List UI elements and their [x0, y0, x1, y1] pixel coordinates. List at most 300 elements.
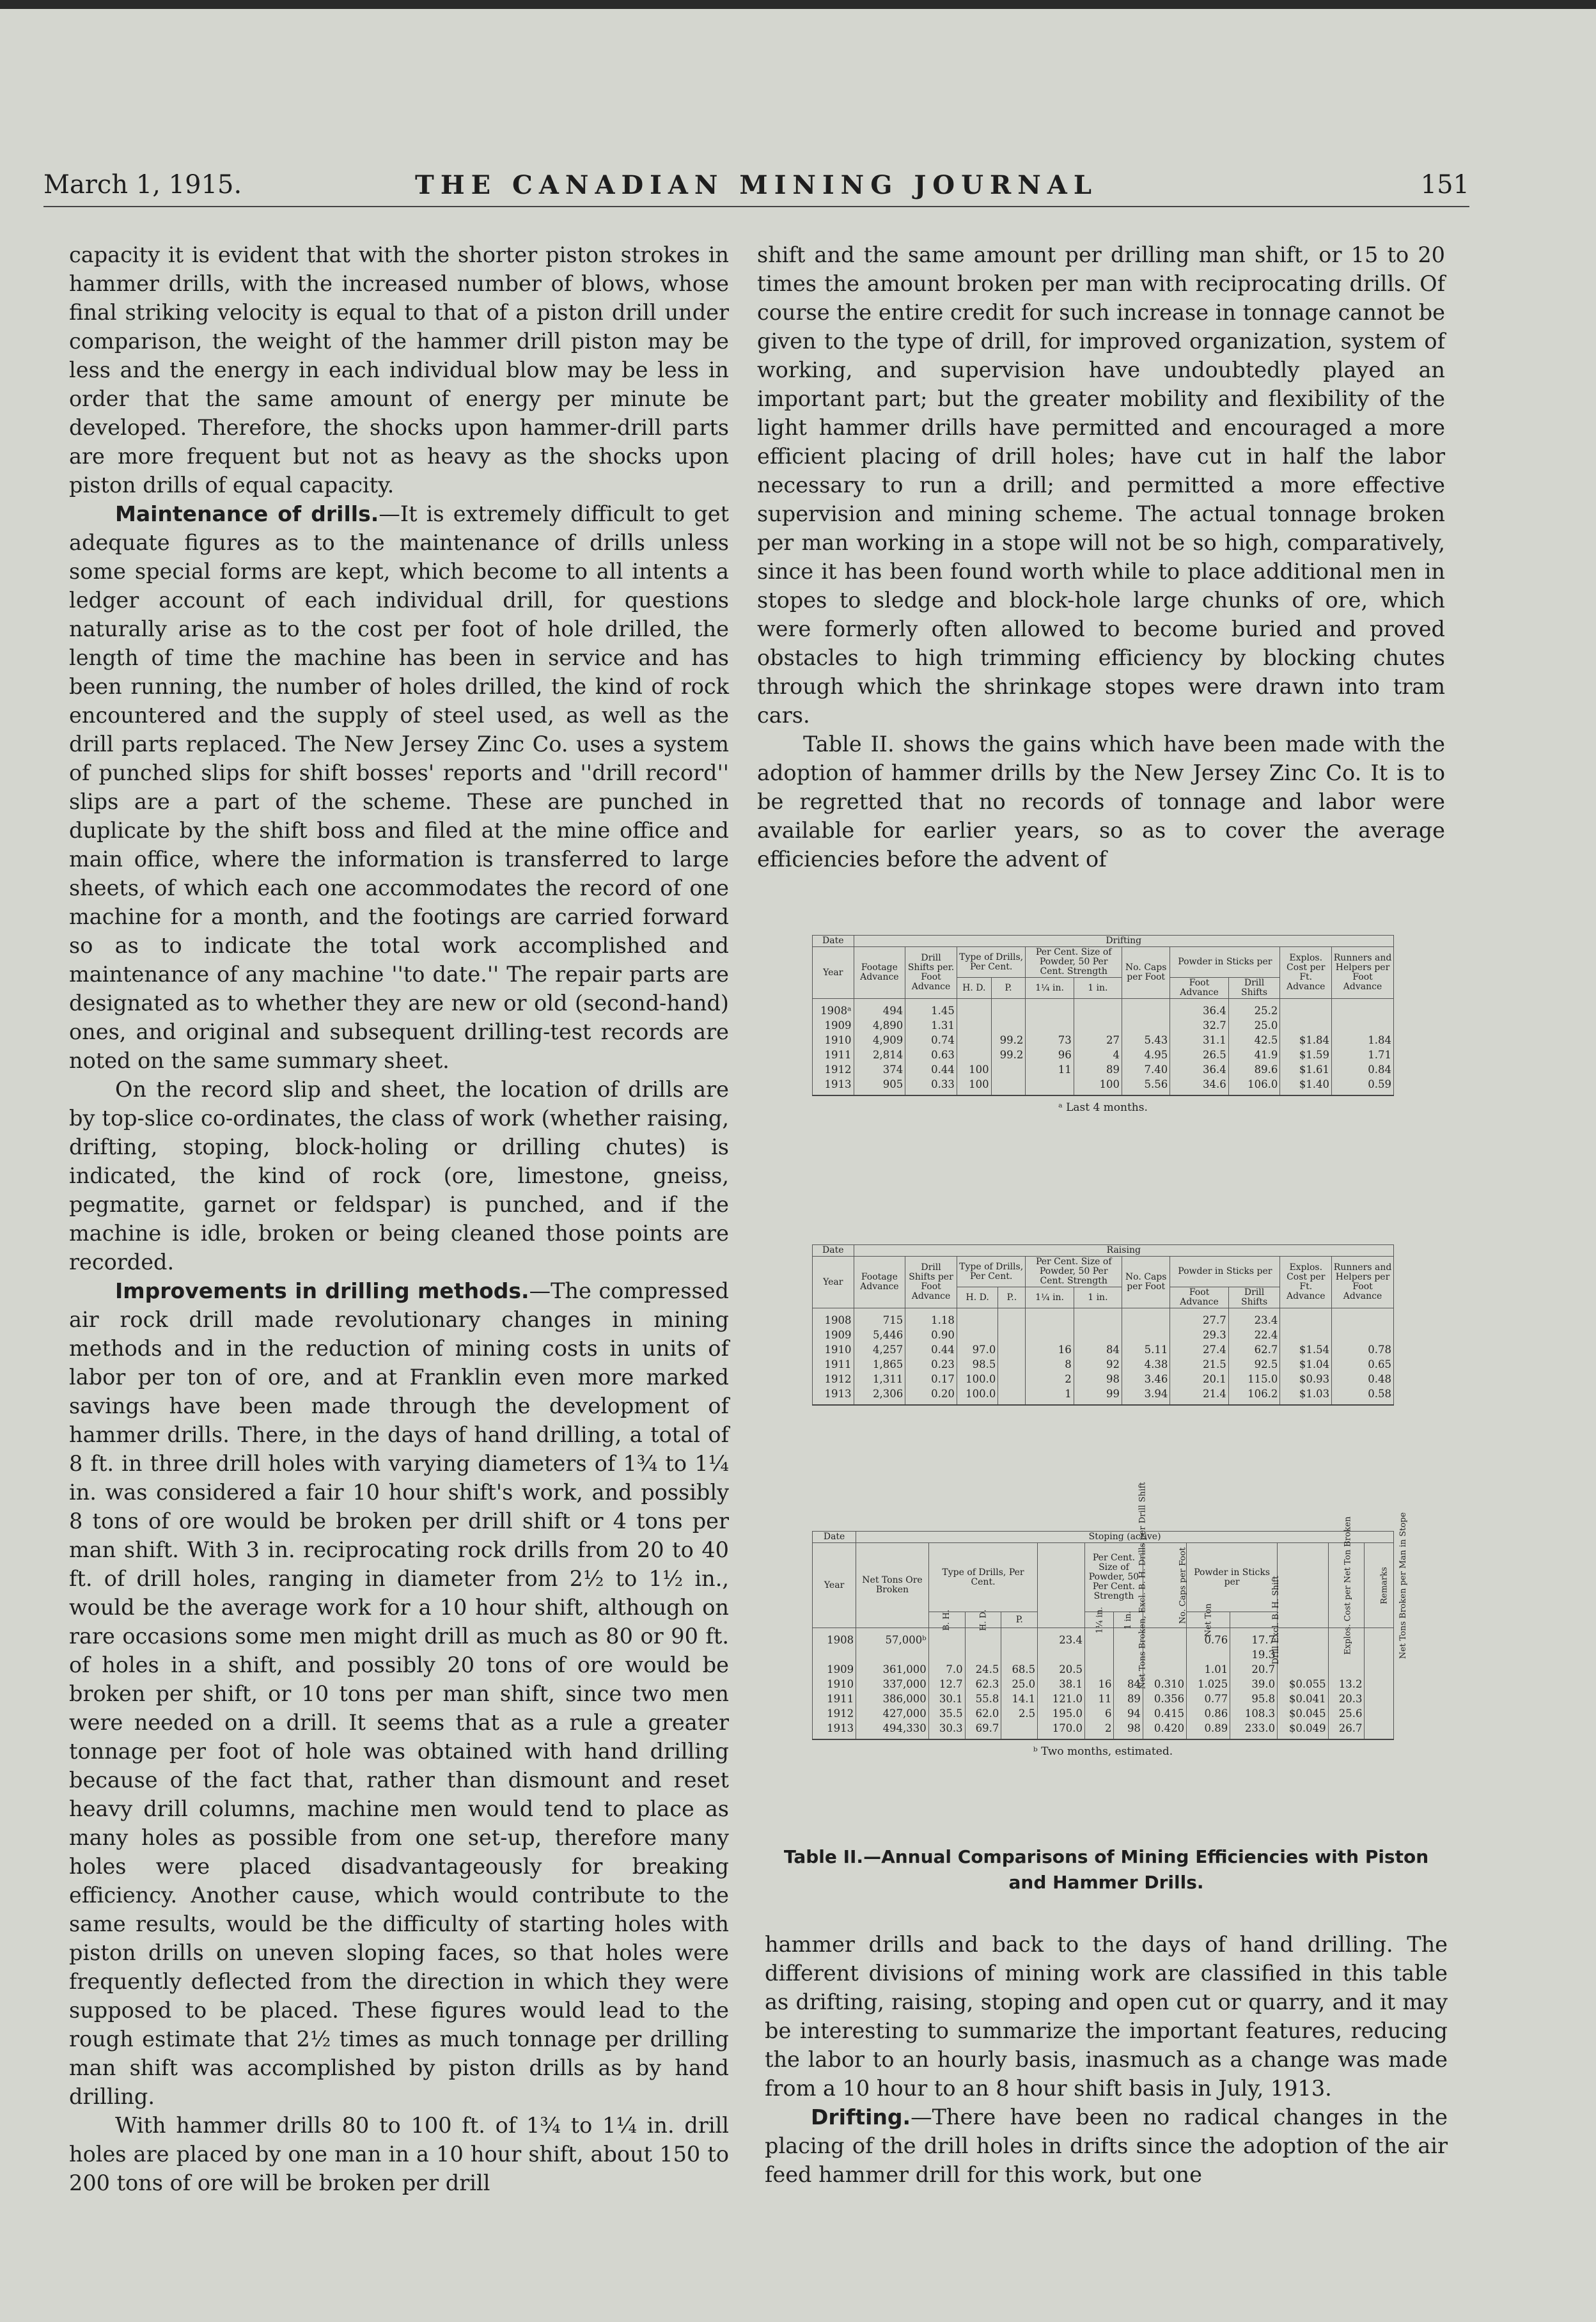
table-cell: 4,890	[854, 1018, 905, 1033]
table-cell: 16	[1085, 1677, 1114, 1691]
table-header-cell: Year	[813, 947, 854, 999]
table-cell	[1280, 999, 1332, 1019]
paragraph: hammer drills and back to the days of hand drilling. The different divisions of mining work are classified in this table as drifting, raising, stoping and open cut or quarry, and it may be interesting to summarize the important features, reducing the labor to an hourly basis, inasmuch as a change was made from a 10 hour to an 8 hour shift basis in July, 1913.	[765, 1932, 1448, 2101]
table-cell	[965, 1647, 1001, 1662]
table-row	[813, 1386, 1394, 1405]
table-cell: 4,257	[854, 1342, 905, 1357]
table-cell: 95.8	[1230, 1691, 1278, 1706]
table-cell: 0.59	[1332, 1077, 1394, 1095]
table-cell: 68.5	[1001, 1662, 1038, 1677]
table-cell: 29.3	[1170, 1328, 1228, 1342]
table-cell	[957, 1328, 998, 1342]
table-cell: 20.7	[1230, 1662, 1278, 1677]
page-number: 151	[1420, 170, 1469, 200]
table-cell	[1085, 1647, 1114, 1662]
table-header-cell: Remarks	[1365, 1543, 1394, 1628]
table-header-cell: Drill Shifts	[1228, 1287, 1280, 1308]
table-cell: 2,306	[854, 1386, 905, 1405]
table-cell	[957, 999, 991, 1019]
table-cell	[1365, 1662, 1394, 1677]
table-cell: 233.0	[1230, 1721, 1278, 1739]
table-cell: $1.04	[1280, 1357, 1332, 1372]
table-cell: 6	[1085, 1706, 1114, 1721]
table-cell: 1908ᵃ	[813, 999, 854, 1019]
table-cell	[1026, 1077, 1074, 1095]
table-cell: 0.89	[1187, 1721, 1230, 1739]
table-cell	[1074, 1018, 1122, 1033]
table-cell: 1908	[813, 1628, 856, 1648]
table-cell: 100	[957, 1062, 991, 1077]
table-header-cell: Foot Advance	[1170, 1287, 1228, 1308]
table-cell: 5,446	[854, 1328, 905, 1342]
table-row	[813, 1691, 1394, 1706]
table-cell: 92	[1074, 1357, 1122, 1372]
table-cell: 16	[1026, 1342, 1074, 1357]
table-cell: 1,865	[854, 1357, 905, 1372]
table-header-cell: Year	[813, 1543, 856, 1628]
table-cell: 12.7	[928, 1677, 965, 1691]
right-column-continued	[765, 1930, 1448, 2189]
table-cell: 23.4	[1228, 1308, 1280, 1328]
table-header-cell: Per Cent. Size of Powder, 50 Per Cent. Strength	[1026, 947, 1122, 978]
table-cell: 25.2	[1228, 999, 1280, 1019]
table-cell	[1365, 1721, 1394, 1739]
table-cell	[1038, 1647, 1085, 1662]
table-cell: 0.65	[1332, 1357, 1394, 1372]
table-row	[813, 1721, 1394, 1739]
table-cell: 0.84	[1332, 1062, 1394, 1077]
table-cell: 0.44	[905, 1342, 957, 1357]
table-cell: 0.63	[905, 1047, 957, 1062]
table-drifting	[812, 935, 1394, 1114]
paragraph: Table II. shows the gains which have been made with the adoption of hammer drills by the New Jersey Zinc Co. It is to be regretted that no records of tonnage and labor were available for earlier years, so as to cover the average efficiencies before the advent of	[757, 732, 1445, 872]
table-cell: 0.78	[1332, 1342, 1394, 1357]
table-cell: 0.48	[1332, 1372, 1394, 1386]
table-cell	[957, 1033, 991, 1047]
table-cell: 3.46	[1122, 1372, 1170, 1386]
table-cell	[1074, 999, 1122, 1019]
table-cell	[1026, 999, 1074, 1019]
table-cell: 0.90	[905, 1328, 957, 1342]
table-cell: 0.74	[905, 1033, 957, 1047]
table-cell	[1278, 1628, 1329, 1648]
table-row	[813, 1372, 1394, 1386]
table-cell	[1143, 1647, 1186, 1662]
table-cell: 26.5	[1170, 1047, 1228, 1062]
table-cell: 34.6	[1170, 1077, 1228, 1095]
table-row	[813, 1357, 1394, 1372]
table-header-cell: P..	[998, 1287, 1026, 1308]
table-cell: 4,909	[854, 1033, 905, 1047]
table-cell	[998, 1308, 1026, 1328]
table-cell: 98.5	[957, 1357, 998, 1372]
section-heading: Drifting.	[811, 2105, 911, 2130]
table-cell: 55.8	[965, 1691, 1001, 1706]
paragraph: With hammer drills 80 to 100 ft. of 1¾ to 1¼ in. drill holes are placed by one man in a 10 hour shift, about 150 to 200 tons of ore will be broken per drill	[69, 2113, 729, 2195]
table-cell: 20.3	[1328, 1691, 1365, 1706]
table-header-cell: Stoping (active)	[856, 1532, 1394, 1543]
table-cell	[1328, 1662, 1365, 1677]
table-header-cell: Date	[813, 1245, 854, 1257]
table-cell: 386,000	[856, 1691, 929, 1706]
table-cell	[1122, 999, 1170, 1019]
table-header-cell: 1¼ in.	[1026, 978, 1074, 999]
issue-date: March 1, 1915.	[43, 170, 242, 200]
table-cell	[991, 999, 1026, 1019]
right-column	[757, 240, 1445, 874]
table-cell: $1.84	[1280, 1033, 1332, 1047]
table-cell	[991, 1062, 1026, 1077]
table-header-cell: P.	[991, 978, 1026, 999]
table-cell: 0.17	[905, 1372, 957, 1386]
table-header-cell: Drifting	[854, 936, 1393, 947]
table-header-cell: Runners and Helpers per Foot Advance	[1332, 1257, 1394, 1308]
table-cell: 427,000	[856, 1706, 929, 1721]
table-cell: 494	[854, 999, 905, 1019]
table-header-cell: Drill Excl. B. H. Shift	[1230, 1612, 1278, 1628]
table-header-cell: Foot Advance	[1170, 978, 1228, 999]
table-cell: 36.4	[1170, 999, 1228, 1019]
table-cell: 1.71	[1332, 1047, 1394, 1062]
table-cell: 337,000	[856, 1677, 929, 1691]
table-cell: 26.7	[1328, 1721, 1365, 1739]
table-cell: 1913	[813, 1077, 854, 1095]
table-footnote: ᵃ Last 4 months.	[1058, 1101, 1148, 1114]
table-cell	[1187, 1647, 1230, 1662]
table-header-cell: Drill Shifts per. Foot Advance	[905, 947, 957, 999]
table-header-cell: 1 in.	[1074, 1287, 1122, 1308]
table-cell: 20.1	[1170, 1372, 1228, 1386]
table-header-cell: H. D.	[965, 1612, 1001, 1628]
table-header-cell: Type of Drills, Per Cent.	[928, 1543, 1037, 1612]
table-cell: 99	[1074, 1386, 1122, 1405]
table-cell: $0.049	[1278, 1721, 1329, 1739]
table-header-cell: Type of Drills, Per Cent.	[957, 947, 1026, 978]
table-cell: 100.0	[957, 1372, 998, 1386]
table-cell: 1.45	[905, 999, 957, 1019]
table-cell: $1.61	[1280, 1062, 1332, 1077]
table-cell: 1909	[813, 1662, 856, 1677]
table-row	[813, 999, 1394, 1019]
table-header-cell: Explos. Cost per Ft. Advance	[1280, 947, 1332, 999]
table-cell: 7.0	[928, 1662, 965, 1677]
table-cell	[1365, 1677, 1394, 1691]
table-cell: 1912	[813, 1372, 854, 1386]
table-cell	[957, 1047, 991, 1062]
table-row	[813, 1077, 1394, 1095]
table-cell: 1.025	[1187, 1677, 1230, 1691]
table-cell: 1.18	[905, 1308, 957, 1328]
table-cell: 374	[854, 1062, 905, 1077]
table-cell: 84	[1074, 1342, 1122, 1357]
table-cell: 94	[1114, 1706, 1143, 1721]
table-cell: 13.2	[1328, 1677, 1365, 1691]
table-cell: 2	[1085, 1721, 1114, 1739]
journal-title: THE CANADIAN MINING JOURNAL	[415, 170, 1098, 200]
section-heading: Maintenance of drills.	[115, 501, 379, 526]
table-cell: 1.31	[905, 1018, 957, 1033]
table-header-cell: B. H.	[928, 1612, 965, 1628]
left-column	[69, 240, 729, 2197]
table-cell: 35.5	[928, 1706, 965, 1721]
table-cell	[1332, 1328, 1394, 1342]
table-row	[813, 1677, 1394, 1691]
table-cell: 715	[854, 1308, 905, 1328]
table-cell: 4.95	[1122, 1047, 1170, 1062]
table-row	[813, 1047, 1394, 1062]
table-header-cell: 1¼ in.	[1085, 1612, 1114, 1628]
table-cell: 100	[957, 1077, 991, 1095]
table-header-cell: Powder in Sticks per	[1170, 1257, 1280, 1287]
table-cell	[1122, 1328, 1170, 1342]
table-cell: 89.6	[1228, 1062, 1280, 1077]
table-header-cell: Type of Drills, Per Cent.	[957, 1257, 1026, 1287]
table-cell: 0.23	[905, 1357, 957, 1372]
table-cell	[998, 1386, 1026, 1405]
table-cell: 25.0	[1001, 1677, 1038, 1691]
table-row	[813, 1308, 1394, 1328]
section-heading: Improvements in drilling methods.	[115, 1278, 529, 1303]
table-cell: 1.01	[1187, 1662, 1230, 1677]
table-cell: 100	[1074, 1077, 1122, 1095]
table-cell	[991, 1018, 1026, 1033]
table-cell: 170.0	[1038, 1721, 1085, 1739]
table-cell: 5.11	[1122, 1342, 1170, 1357]
table-cell: 20.5	[1038, 1662, 1085, 1677]
table-cell	[1365, 1647, 1394, 1662]
table-cell	[957, 1018, 991, 1033]
table-cell: 106.2	[1228, 1386, 1280, 1405]
table-cell: 62.3	[965, 1677, 1001, 1691]
table-cell: 84	[1114, 1677, 1143, 1691]
table-cell: $0.041	[1278, 1691, 1329, 1706]
table-footnote: ᵇ Two months, estimated.	[1033, 1745, 1173, 1758]
table-cell: 121.0	[1038, 1691, 1085, 1706]
table-cell	[957, 1308, 998, 1328]
table-cell: 1912	[813, 1062, 854, 1077]
table-cell: 30.3	[928, 1721, 965, 1739]
table-cell: $1.03	[1280, 1386, 1332, 1405]
table-cell: 36.4	[1170, 1062, 1228, 1077]
table-cell: 195.0	[1038, 1706, 1085, 1721]
table-cell: 11	[1085, 1691, 1114, 1706]
table-cell	[1143, 1628, 1186, 1648]
table-cell: 62.7	[1228, 1342, 1280, 1357]
table-cell	[1278, 1662, 1329, 1677]
table-cell: 1910	[813, 1033, 854, 1047]
table-cell: 1911	[813, 1357, 854, 1372]
table-cell: 1913	[813, 1386, 854, 1405]
table-cell	[1280, 1328, 1332, 1342]
table-header-cell: Drill Shifts	[1228, 978, 1280, 999]
table-cell	[856, 1647, 929, 1662]
table-cell: $1.59	[1280, 1047, 1332, 1062]
table-header-cell: Explos. Cost per Net Ton Broken	[1278, 1543, 1329, 1628]
table-cell	[998, 1328, 1026, 1342]
table-cell	[1122, 1308, 1170, 1328]
table-header-cell: 1 in.	[1114, 1612, 1143, 1628]
paragraph: capacity it is evident that with the shorter piston strokes in hammer drills, with the increased number of blows, whose final striking velocity is equal to that of a piston drill under comparison, the weight of the hammer drill piston may be less and the energy in each individual blow may be less in order that the same amount of energy per minute be developed. Therefore, the shocks upon hammer-drill parts are more frequent but not as heavy as the shocks upon piston drills of equal capacity.	[69, 242, 729, 498]
table-cell: 0.86	[1187, 1706, 1230, 1721]
table-cell	[928, 1647, 965, 1662]
table-header-cell: No. Caps per Foot	[1122, 1257, 1170, 1308]
table-cell	[813, 1647, 856, 1662]
table-cell: 97.0	[957, 1342, 998, 1357]
table-cell: 25.0	[1228, 1018, 1280, 1033]
table-cell: 39.0	[1230, 1677, 1278, 1691]
table-cell	[998, 1357, 1026, 1372]
table-cell: 1911	[813, 1691, 856, 1706]
table-cell: 108.3	[1230, 1706, 1278, 1721]
table-cell: 2	[1026, 1372, 1074, 1386]
table-cell: 19.3	[1230, 1647, 1278, 1662]
table-header-cell: Per Cent. Size of Powder, 50 Per Cent. Strength	[1085, 1543, 1143, 1612]
table-cell: 30.1	[928, 1691, 965, 1706]
table-header-cell: Year	[813, 1257, 854, 1308]
table-cell: 7.40	[1122, 1062, 1170, 1077]
table-cell: 1909	[813, 1018, 854, 1033]
table-header-cell: Powder in Sticks per	[1187, 1543, 1278, 1612]
table-row	[813, 1706, 1394, 1721]
table-cell: $1.40	[1280, 1077, 1332, 1095]
table-cell	[1026, 1328, 1074, 1342]
table-cell: 17.7	[1230, 1628, 1278, 1648]
table-cell: 1913	[813, 1721, 856, 1739]
table-cell: 89	[1114, 1691, 1143, 1706]
table-cell: 0.356	[1143, 1691, 1186, 1706]
table-cell: 0.76	[1187, 1628, 1230, 1648]
table-header-cell: P.	[1001, 1612, 1038, 1628]
table-cell	[1001, 1647, 1038, 1662]
table-cell: 38.1	[1038, 1677, 1085, 1691]
table-cell: 1908	[813, 1308, 854, 1328]
table-cell: 21.5	[1170, 1357, 1228, 1372]
table-cell: $1.54	[1280, 1342, 1332, 1357]
table-cell: 22.4	[1228, 1328, 1280, 1342]
table-cell	[1332, 999, 1394, 1019]
table-header-cell: H. D.	[957, 978, 991, 999]
table-cell: 42.5	[1228, 1033, 1280, 1047]
table-row	[813, 1018, 1394, 1033]
table-cell: 0.20	[905, 1386, 957, 1405]
table-cell: 24.5	[965, 1662, 1001, 1677]
table-cell	[1001, 1628, 1038, 1648]
table-row	[813, 1033, 1394, 1047]
paragraph: Drifting.—There have been no radical changes in the placing of the drill holes in drifts since the adoption of the air feed hammer drill for this work, but one	[765, 2105, 1448, 2187]
table-cell	[1074, 1328, 1122, 1342]
table-cell: $0.045	[1278, 1706, 1329, 1721]
table-header-cell: Net Tons Broken per Man in Stope	[1328, 1543, 1365, 1628]
table-cell: 41.9	[1228, 1047, 1280, 1062]
table-header-cell: Footage Advance	[854, 1257, 905, 1308]
table-cell: 5.43	[1122, 1033, 1170, 1047]
table-header-cell: H. D.	[957, 1287, 998, 1308]
table-row	[813, 1662, 1394, 1677]
table-cell: 1911	[813, 1047, 854, 1062]
table-cell: 2,814	[854, 1047, 905, 1062]
table-cell: 31.1	[1170, 1033, 1228, 1047]
paragraph: Improvements in drilling methods.—The compressed air rock drill made revolutionary changes in mining methods and in the reduction of mining costs in units of labor per ton of ore, and at Franklin even more marked savings have been made through the development of hammer drills. There, in the days of hand drilling, a total of 8 ft. in three drill holes with varying diameters of 1¾ to 1¼ in. was considered a fair 10 hour shift's work, and possibly 8 tons of ore would be broken per drill shift or 4 tons per man shift. With 3 in. reciprocating rock drills from 20 to 40 ft. of drill holes, ranging in diameter from 2½ to 1½ in., would be the average work for a 10 hour shift, although on rare occasions some men might drill as much as 80 or 90 ft. of holes in a shift, and possibly 20 tons of ore would be broken per shift, or 10 tons per man shift, since two men were needed on a drill. It seems that as a rule a greater tonnage per foot of hole was obtained with hand drilling because of the fact that, rather than dismount and reset heavy drill columns, machine men would tend to place as many holes as possible from one set-up, therefore many holes were placed disadvantageously for breaking efficiency. Another cause, which would contribute to the same results, would be the difficulty of starting holes with piston drills on uneven sloping faces, so that holes were frequently deflected from the direction in which they were supposed to be placed. These figures would lead to the rough estimate that 2½ times as much tonnage per drilling man shift was accomplished by piston drills as by hand drilling.	[69, 1278, 729, 2109]
table-cell: 27.4	[1170, 1342, 1228, 1357]
table-cell: 100.0	[957, 1386, 998, 1405]
table-cell: 5.56	[1122, 1077, 1170, 1095]
table-row	[813, 1062, 1394, 1077]
page-header	[43, 168, 1469, 207]
table-cell: 96	[1026, 1047, 1074, 1062]
table-row	[813, 1647, 1394, 1662]
paragraph: shift and the same amount per drilling man shift, or 15 to 20 times the amount broken per man with reciprocating drills. Of course the entire credit for such increase in tonnage cannot be given to the type of drill, for improved organization, system of working, and supervision have undoubtedly played an important part; but the greater mobility and flexibility of the light hammer drills have permitted and encouraged a more efficient placing of drill holes; have cut in half the labor necessary to run a drill; and permitted a more effective supervision and mining scheme. The actual tonnage broken per man working in a stope will not be so high, comparatively, since it has been found worth while to place additional men in stopes to sledge and block-hole large chunks of ore, which were formerly often allowed to become buried and proved obstacles to high trimming efficiency by blocking chutes through which the shrinkage stopes were drawn into tram cars.	[757, 242, 1445, 728]
table-cell	[1143, 1662, 1186, 1677]
paragraph: Maintenance of drills.—It is extremely difficult to get adequate figures as to the maintenance of drills unless some special forms are kept, which become to all intents a ledger account of each individual drill, for questions naturally arise as to the cost per foot of hole drilled, the length of time the machine has been in service and has been running, the number of holes drilled, the kind of rock encountered and the supply of steel used, as well as the drill parts replaced. The New Jersey Zinc Co. uses a system of punched slips for shift bosses' reports and ''drill record'' slips are a part of the scheme. These are punched in duplicate by the shift boss and filed at the mine office and main office, where the information is transferred to large sheets, of which each one accommodates the record of one machine for a month, and the footings are carried forward so as to indicate the total work accomplished and maintenance of any machine ''to date.'' The repair parts are designated as to whether they are new or old (second-hand) ones, and original and subsequent drilling-test records are noted on the same summary sheet.	[69, 501, 730, 1073]
table-cell: 0.415	[1143, 1706, 1186, 1721]
table-row	[813, 1342, 1394, 1357]
table-cell: $0.055	[1278, 1677, 1329, 1691]
paragraph: On the record slip and sheet, the location of drills are by top-slice co-ordinates, the class of work (whether raising, drifting, stoping, block-holing or drilling chutes) is indicated, the kind of rock (ore, limestone, gneiss, pegmatite, garnet or feldspar) is punched, and if the machine is idle, broken or being cleaned those points are recorded.	[69, 1077, 729, 1275]
table-cell	[1026, 1308, 1074, 1328]
table-caption: Table II.—Annual Comparisons of Mining Efficiencies with Piston and Hammer Drills.	[783, 1846, 1429, 1893]
table-header-cell: No. Caps per Foot	[1122, 947, 1170, 999]
table-cell: 62.0	[965, 1706, 1001, 1721]
table-header-cell: Powder in Sticks per	[1170, 947, 1280, 978]
table-cell	[1278, 1647, 1329, 1662]
table-cell: 25.6	[1328, 1706, 1365, 1721]
table-cell: 32.7	[1170, 1018, 1228, 1033]
table-cell: 98	[1114, 1721, 1143, 1739]
table-cell: 1912	[813, 1706, 856, 1721]
table-cell: 23.4	[1038, 1628, 1085, 1648]
table-cell: 1	[1026, 1386, 1074, 1405]
table-header-cell: Explos. Cost per Ft. Advance	[1280, 1257, 1332, 1308]
table-cell: 21.4	[1170, 1386, 1228, 1405]
table-cell: 8	[1026, 1357, 1074, 1372]
table-cell: 89	[1074, 1062, 1122, 1077]
table-header-cell: Footage Advance	[854, 947, 905, 999]
table-header-cell: Date	[813, 936, 854, 947]
table-header-cell: Net Ton	[1187, 1612, 1230, 1628]
table-cell	[991, 1077, 1026, 1095]
page-top-edge	[0, 0, 1596, 9]
table-cell: 905	[854, 1077, 905, 1095]
table-raising	[812, 1244, 1394, 1406]
table-stoping	[812, 1482, 1408, 1758]
table-header-cell: Net Tons Ore Broken	[856, 1543, 929, 1628]
table-cell: 57,000ᵇ	[856, 1628, 929, 1648]
table-cell: 361,000	[856, 1662, 929, 1677]
table-header-cell: Per Cent. Size of Powder, 50 Per Cent. Strength	[1026, 1257, 1122, 1287]
table-cell: 11	[1026, 1062, 1074, 1077]
table-cell: 0.77	[1187, 1691, 1230, 1706]
table-cell: 27	[1074, 1033, 1122, 1047]
table-header-cell: Drill Shifts per Foot Advance	[905, 1257, 957, 1308]
table-header-cell: Net Tons Broken, Excl. B. H. Drills per Drill Shift	[1038, 1543, 1085, 1628]
table-header-cell: No. Caps per Foot	[1143, 1543, 1186, 1628]
table-header-cell: Runners and Helpers per Foot Advance	[1332, 947, 1394, 999]
table-cell: 1.84	[1332, 1033, 1394, 1047]
table-cell	[1280, 1308, 1332, 1328]
table-cell	[1074, 1308, 1122, 1328]
table-cell: 1,311	[854, 1372, 905, 1386]
table-cell	[1122, 1018, 1170, 1033]
table-cell: 98	[1074, 1372, 1122, 1386]
table-cell	[1365, 1706, 1394, 1721]
table-cell: 3.94	[1122, 1386, 1170, 1405]
table-cell: 69.7	[965, 1721, 1001, 1739]
table-cell: 0.310	[1143, 1677, 1186, 1691]
table-cell	[1280, 1018, 1332, 1033]
table-cell	[998, 1342, 1026, 1357]
table-cell: 115.0	[1228, 1372, 1280, 1386]
table-cell: 106.0	[1228, 1077, 1280, 1095]
